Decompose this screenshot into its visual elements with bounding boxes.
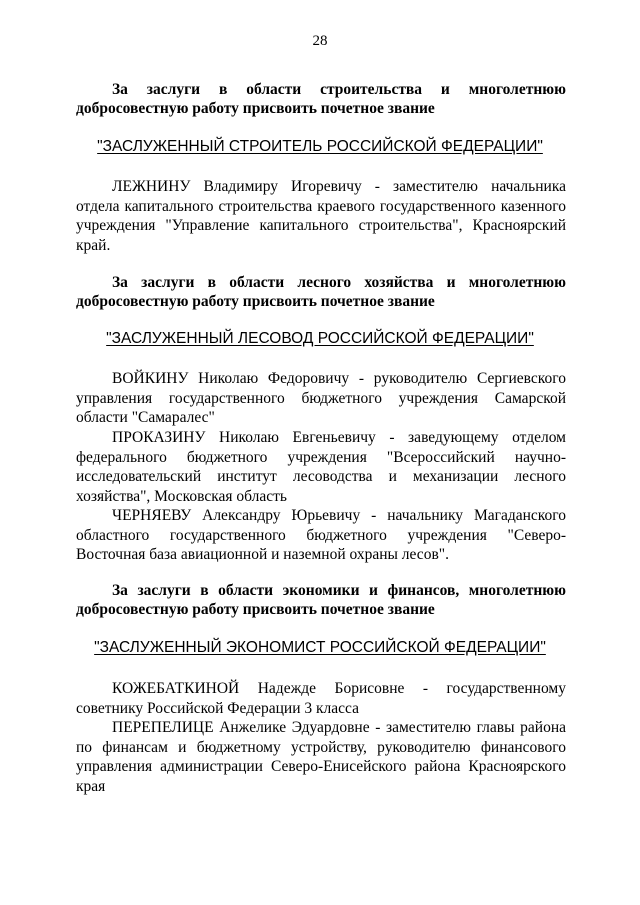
nominee-entry: ВОЙКИНУ Николаю Федоровичу - руководителю Сергиевского управления государственного бюджетного учреждения Самарской области "Самаралес" xyxy=(76,370,566,426)
lead-line: добросовестную работу присвоить почетное звание xyxy=(76,100,435,117)
lead-line: добросовестную работу присвоить почетное звание xyxy=(76,293,435,310)
award-lead-economics xyxy=(76,581,566,619)
award-lead-construction xyxy=(76,80,566,118)
nominee-entry: ЛЕЖНИНУ Владимиру Игоревичу - заместителю начальника отдела капитального строительства краевого государственного казенного учреждения "Управление капитального строительства", Красноярский край. xyxy=(76,178,566,254)
nominee-entry: ПРОКАЗИНУ Николаю Евгеньевичу - заведующему отделом федерального бюджетного учреждения "Всероссийский научно-исследовательский институт лесоводства и механизации лесного хозяйства", Московская область xyxy=(76,429,566,505)
nominee-entry: КОЖЕБАТКИНОЙ Надежде Борисовне - государственному советнику Российской Федерации 3 класса xyxy=(76,680,566,717)
award-title-forestry: "ЗАСЛУЖЕННЫЙ ЛЕСОВОД РОССИЙСКОЙ ФЕДЕРАЦИИ" xyxy=(106,330,534,347)
page-number: 28 xyxy=(312,33,328,49)
lead-line: За заслуги в области лесного хозяйства и многолетнюю xyxy=(112,274,566,291)
lead-line: За заслуги в области строительства и многолетнюю xyxy=(112,81,566,98)
award-title-construction: "ЗАСЛУЖЕННЫЙ СТРОИТЕЛЬ РОССИЙСКОЙ ФЕДЕРАЦИИ" xyxy=(97,138,543,155)
lead-line: За заслуги в области экономики и финансов, многолетнюю xyxy=(112,582,566,599)
lead-line: добросовестную работу присвоить почетное звание xyxy=(76,601,435,618)
award-title-economics: "ЗАСЛУЖЕННЫЙ ЭКОНОМИСТ РОССИЙСКОЙ ФЕДЕРАЦИИ" xyxy=(94,639,546,656)
nominee-entry: ЧЕРНЯЕВУ Александру Юрьевичу - начальнику Магаданского областного государственного бюджетного учреждения "Северо-Восточная база авиационной и наземной охраны лесов". xyxy=(76,507,566,563)
nominee-entry: ПЕРЕПЕЛИЦЕ Анжелике Эдуардовне - заместителю главы района по финансам и бюджетному устройству, руководителю финансового управления администрации Северо-Енисейского района Красноярского края xyxy=(76,719,566,795)
award-lead-forestry xyxy=(76,273,566,311)
